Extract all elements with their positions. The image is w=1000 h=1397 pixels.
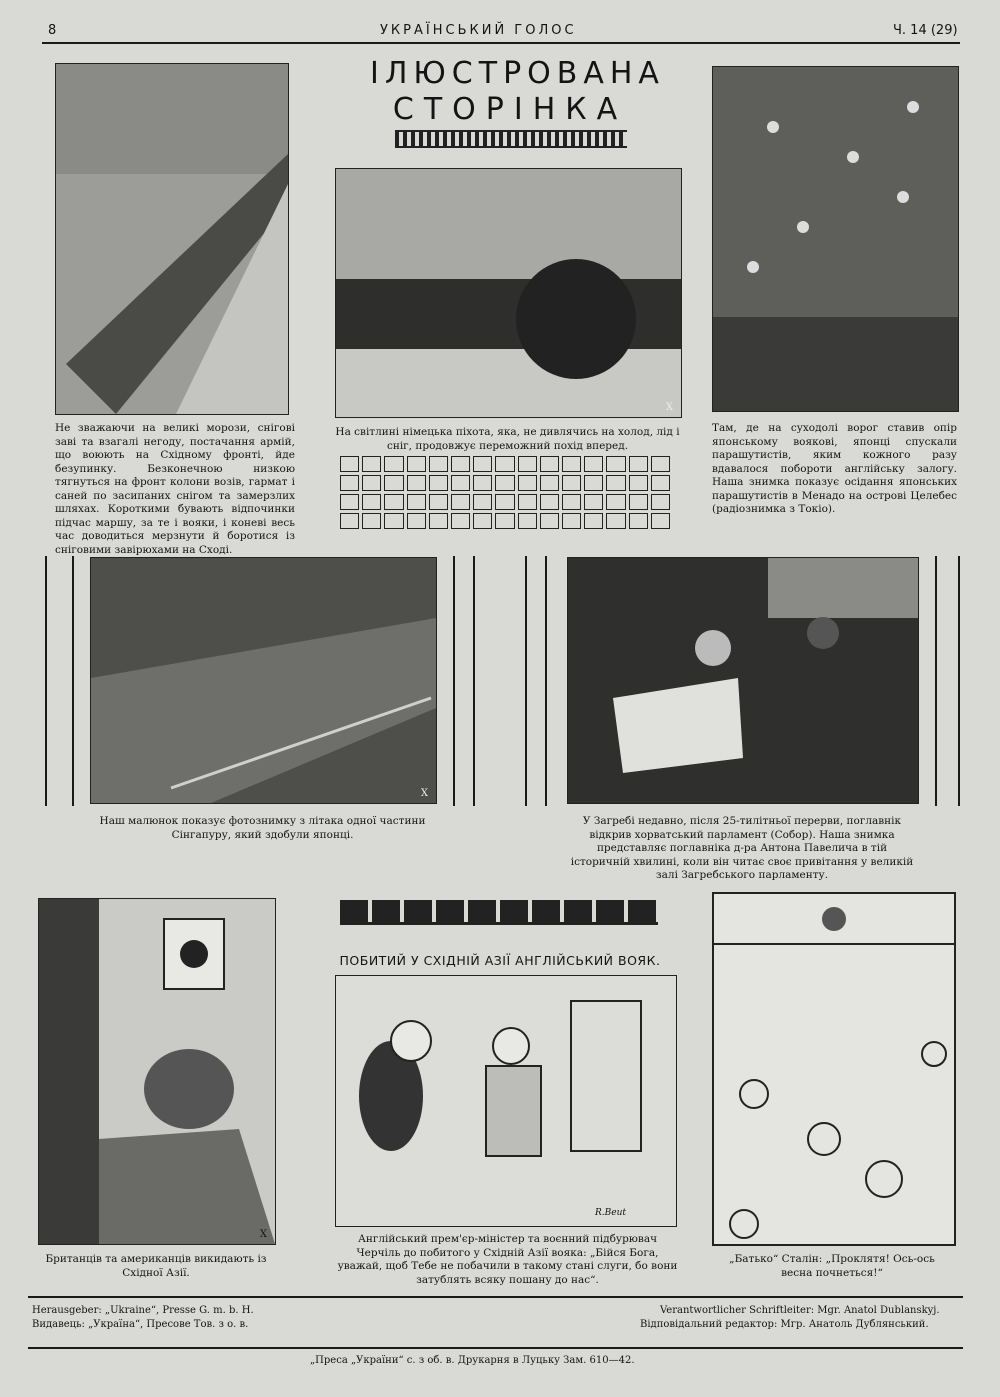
- publisher-uk: Видавець: „Україна“, Пресове Тов. з о. в.: [32, 1319, 249, 1330]
- infantry-caption: На світлині німецька піхота, яка, не дивлячись на холод, лід і сніг, продовжує переможний похід вперед.: [335, 426, 680, 452]
- infantry-photo: [335, 168, 682, 418]
- rule-mid-2: [473, 556, 475, 806]
- cartoon-right: [712, 892, 956, 1246]
- header-rule: [42, 42, 960, 44]
- ornament-band: [395, 130, 627, 148]
- issue-number: Ч. 14 (29): [893, 23, 958, 38]
- cartoon-signature: R.Beut: [595, 1208, 626, 1218]
- cartoon-left-caption: Британців та американців викидають із Східної Азії.: [45, 1253, 267, 1279]
- rule-mid-4: [545, 556, 547, 806]
- footer-rule-top: [28, 1296, 963, 1298]
- printer-line: „Преса „України“ с. з об. в. Друкарня в Луцьку Зам. 610—42.: [310, 1355, 635, 1366]
- cartoon-center-title: ПОБИТИЙ У СХІДНІЙ АЗІЇ АНГЛІЙСЬКИЙ ВОЯК.: [339, 953, 661, 968]
- cartoon-left-mark: X: [259, 1229, 267, 1240]
- rule-right-1: [935, 556, 937, 806]
- paratroopers-photo: [712, 66, 959, 412]
- paratroopers-caption: Там, де на суходолі ворог ставив опір японському воякові, японці спускали парашутистів, яким кожного разу вдавалося побороти англійську залогу. Наша знимка показує осідання японських парашутистів в Менадо на острові Целебес (радіознимка з Токіо).: [712, 422, 957, 515]
- newspaper-title: УКРАЇНСЬКИЙ ГОЛОС: [380, 23, 577, 38]
- rule-left-1: [45, 556, 47, 806]
- footer-rule-bottom: [28, 1347, 963, 1349]
- singapore-photo-mark: X: [420, 788, 428, 799]
- cartoon-center-caption: Англійський прем'єр-міністер та воєнний підбурювач Черчіль до побитого у Східній Азії вояка: „Бійся Бога, уважай, щоб Тебе не побачили в такому стані слуги, бо вони затублять всяку пошану до нас“.: [337, 1233, 678, 1286]
- checker-ornament: [340, 456, 670, 529]
- zagreb-caption: У Загребі недавно, після 25-тилітньої перерви, поглавнік відкрив хорватський парламент (Собор). Наша знимка представляє поглавніка д-ра Антона Павелича в тій історичній хвилині, коли він читає своє привітання у великій залі Загребського парламенту.: [570, 815, 914, 881]
- singapore-caption: Наш малюнок показує фотознимку з літака одної частини Сінгапуру, який здобули японці.: [99, 815, 426, 841]
- rule-right-2: [958, 556, 960, 806]
- singapore-aerial-photo: [90, 557, 437, 804]
- infantry-photo-mark: X: [665, 402, 673, 413]
- page-number: 8: [48, 23, 57, 38]
- cartoon-right-caption: „Батько“ Сталін: „Проклятя! Ось-ось весна почнеться!“: [729, 1253, 935, 1279]
- section-title-line1: ІЛЮСТРОВАНА: [370, 56, 665, 91]
- page-header: [40, 20, 960, 42]
- winter-convoy-photo: [55, 63, 289, 415]
- section-title-line2: СТОРІНКА: [392, 92, 628, 127]
- winter-convoy-caption: Не зважаючи на великі морози, снігові заві та взагалі негоду, постачання армій, що воюють на Східному фронті, йде безупинку. Безконечною низкою тягнуться на фронт колони возів, гармат і саней по засипаних снігом та замерзлих шляхах. Короткими бувають відпочинки підчас маршу, за те і вояки, і коневі весь час доводиться мерзнути й боротися із сніговими завірюхами на Сході.: [55, 422, 295, 556]
- cartoon-left: [38, 898, 276, 1245]
- rule-mid-3: [525, 556, 527, 806]
- editor-uk: Відповідальний редактор: Мгр. Анатоль Дублянський.: [640, 1319, 929, 1330]
- cartoon-center: [335, 975, 677, 1227]
- cartoon-center-ornament: [340, 900, 658, 925]
- rule-left-2: [72, 556, 74, 806]
- rule-mid-1: [453, 556, 455, 806]
- publisher-de: Herausgeber: „Ukraine“, Presse G. m. b. H.: [32, 1305, 254, 1316]
- editor-de: Verantwortlicher Schriftleiter: Mgr. Anatol Dublanskyj.: [660, 1305, 940, 1316]
- zagreb-parliament-photo: [567, 557, 919, 804]
